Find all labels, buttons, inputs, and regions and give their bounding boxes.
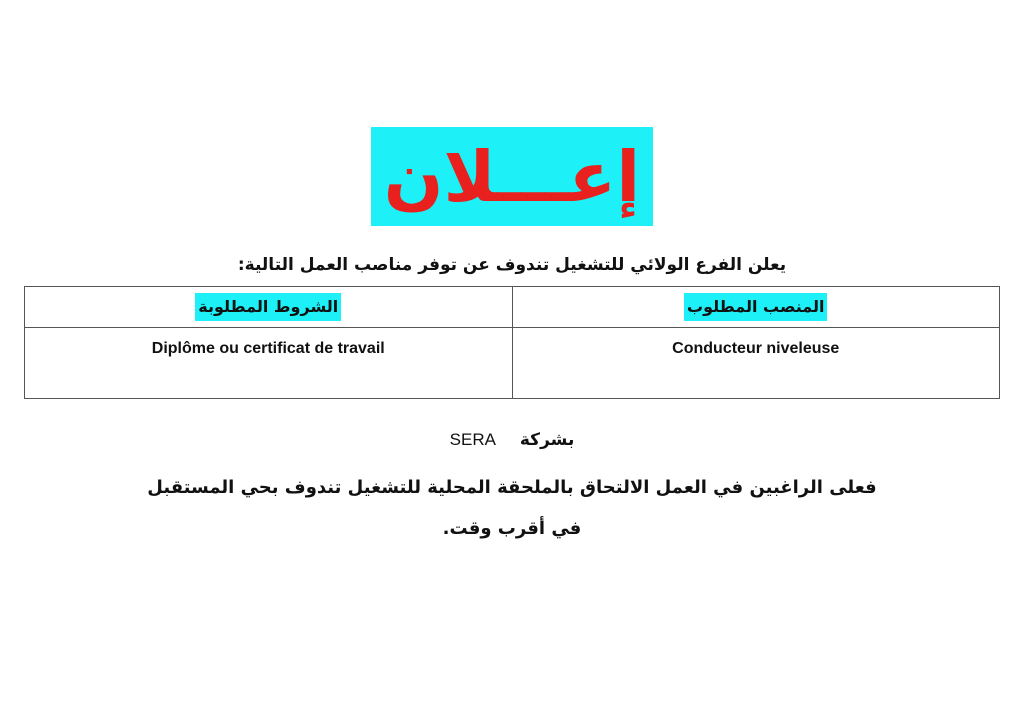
requirements-header: الشروط المطلوبة [195, 293, 341, 321]
closing-line-1: فعلى الراغبين في العمل الالتحاق بالملحقة المحلية للتشغيل تندوف بحي المستقبل [147, 477, 877, 498]
table-row [25, 328, 1000, 399]
table-header-row [25, 287, 1000, 328]
position-header-cell [512, 287, 1000, 328]
jobs-table [24, 286, 1000, 399]
position-cell [512, 328, 1000, 399]
position-header: المنصب المطلوب [684, 293, 827, 321]
page-title: إعـــلان [383, 135, 641, 218]
company-line [300, 425, 724, 455]
requirements-value: Diplôme ou certificat de travail [151, 340, 385, 357]
position-value: Conducteur niveleuse [672, 340, 840, 357]
requirements-cell [25, 328, 513, 399]
intro-text: يعلن الفرع الولائي للتشغيل تندوف عن توفر مناصب العمل التالية: [237, 255, 787, 275]
closing-line-2: في أقرب وقت. [442, 518, 582, 539]
requirements-header-cell [25, 287, 513, 328]
title-banner [371, 127, 653, 226]
company-prefix: بشركة [519, 430, 575, 450]
company-name: SERA [449, 430, 496, 449]
